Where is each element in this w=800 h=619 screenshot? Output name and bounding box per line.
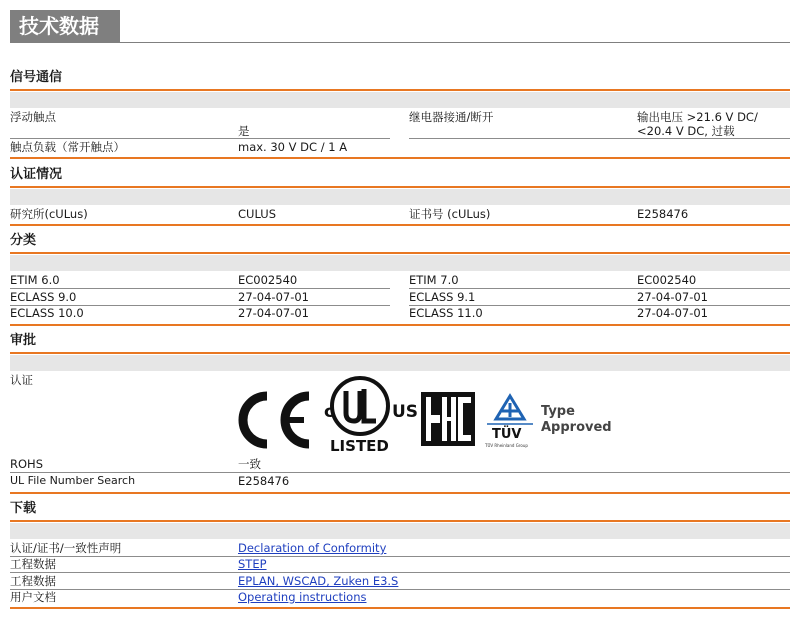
tuv-group-text: TÜV Rheinland Group	[485, 443, 528, 448]
section-rule	[10, 89, 790, 91]
step-link[interactable]: STEP	[238, 557, 267, 571]
type-approved-line2: Approved	[541, 420, 612, 435]
class-label: ECLASS 11.0	[409, 306, 483, 320]
section-title-downloads: 下载	[10, 501, 37, 516]
download-label: 用户文档	[10, 590, 56, 604]
contact-load-value: max. 30 V DC / 1 A	[238, 140, 348, 154]
section-band	[10, 523, 790, 539]
type-approved-line1: Type	[541, 404, 575, 419]
class-label: ETIM 7.0	[409, 273, 459, 287]
relay-label: 继电器接通/断开	[409, 110, 494, 124]
class-value: EC002540	[637, 273, 697, 287]
section-rule	[10, 252, 790, 254]
class-value: EC002540	[238, 273, 298, 287]
class-value: 27-04-07-01	[238, 306, 309, 320]
row-divider	[10, 288, 390, 289]
class-label: ETIM 6.0	[10, 273, 60, 287]
ul-listed-logo	[314, 373, 420, 455]
floating-contact-label: 浮动触点	[10, 110, 56, 124]
page-title: 技术数据	[10, 10, 120, 42]
section-band	[10, 189, 790, 205]
approvals-label: 认证	[10, 373, 33, 387]
row-divider	[10, 572, 790, 573]
class-value: 27-04-07-01	[637, 306, 708, 320]
ul-search-label: UL File Number Search	[10, 474, 136, 487]
section-rule	[10, 352, 790, 354]
tuv-text: TÜV	[492, 427, 522, 442]
section-title-classification: 分类	[10, 233, 37, 248]
ce-mark-logo	[236, 391, 316, 449]
section-rule	[10, 520, 790, 522]
section-rule	[10, 186, 790, 188]
download-label: 认证/证书/一致性声明	[10, 541, 122, 555]
ul-us-text: US	[392, 402, 419, 422]
eplan-link[interactable]: EPLAN, WSCAD, Zuken E3.S	[238, 574, 399, 588]
tuv-logo	[484, 393, 536, 449]
row-divider	[10, 556, 790, 557]
download-label: 工程数据	[10, 557, 56, 571]
section-band	[10, 355, 790, 371]
section-rule	[10, 607, 790, 609]
class-label: ECLASS 9.1	[409, 290, 476, 304]
row-divider	[10, 589, 790, 590]
section-rule	[10, 324, 790, 326]
header-rule	[10, 42, 790, 43]
download-label: 工程数据	[10, 574, 56, 588]
institute-value: CULUS	[238, 207, 276, 221]
eac-logo	[420, 391, 476, 447]
class-label: ECLASS 10.0	[10, 306, 84, 320]
rohs-value: 一致	[238, 457, 261, 471]
section-title-signal: 信号通信	[10, 70, 63, 85]
ul-listed-text: LISTED	[330, 437, 389, 455]
class-label: ECLASS 9.0	[10, 290, 77, 304]
row-divider	[409, 288, 790, 289]
section-title-cert: 认证情况	[10, 167, 63, 182]
certno-value: E258476	[637, 207, 689, 221]
page-header	[10, 10, 790, 44]
row-divider	[10, 138, 390, 139]
institute-label: 研究所(cULus)	[10, 207, 88, 221]
section-rule	[10, 492, 790, 494]
relay-value-line1: 输出电压 >21.6 V DC/	[637, 110, 758, 124]
section-band	[10, 92, 790, 108]
section-title-approvals: 审批	[10, 333, 37, 348]
section-rule	[10, 224, 790, 226]
ul-c-text: c	[324, 402, 335, 422]
rohs-label: ROHS	[10, 457, 43, 471]
operating-instructions-link[interactable]: Operating instructions	[238, 590, 367, 604]
section-band	[10, 255, 790, 271]
relay-value-line2: <20.4 V DC, 过载	[637, 124, 735, 138]
certno-label: 证书号 (cULus)	[409, 207, 491, 221]
floating-contact-value: 是	[238, 124, 250, 138]
class-value: 27-04-07-01	[637, 290, 708, 304]
section-rule	[10, 157, 790, 159]
declaration-of-conformity-link[interactable]: Declaration of Conformity	[238, 541, 387, 555]
ul-search-value: E258476	[238, 474, 290, 488]
row-divider	[10, 472, 790, 473]
class-value: 27-04-07-01	[238, 290, 309, 304]
contact-load-label: 触点负载（常开触点）	[10, 140, 125, 154]
row-divider	[409, 138, 790, 139]
